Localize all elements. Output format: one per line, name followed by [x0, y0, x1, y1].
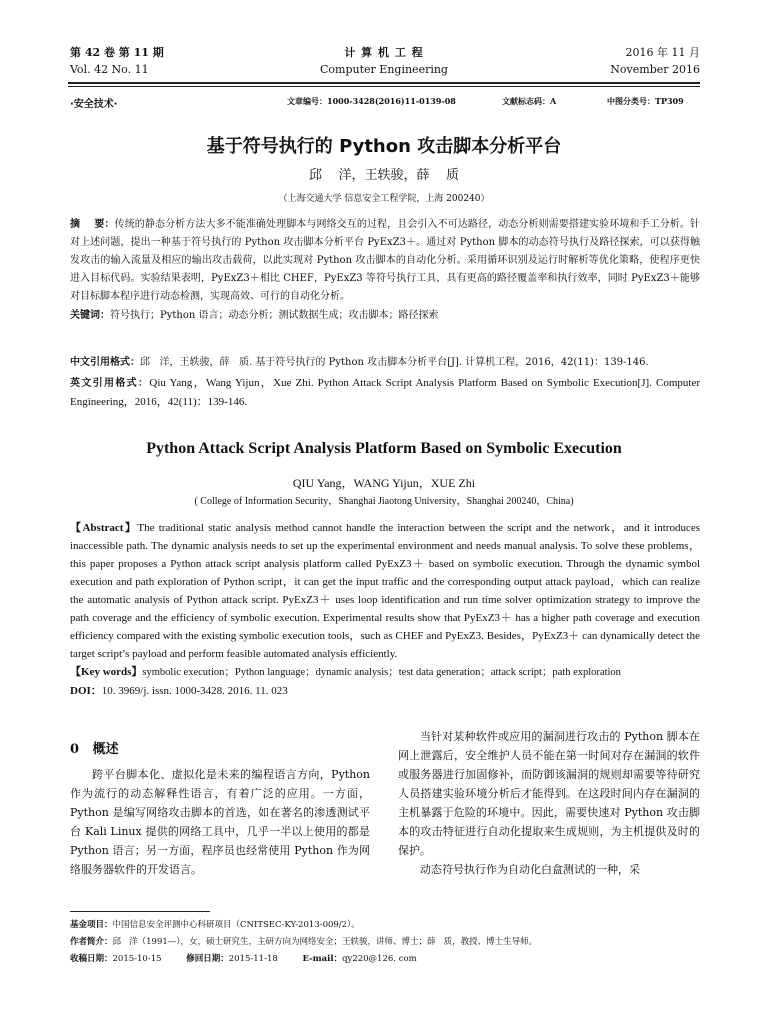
citation-cn: [70, 354, 700, 372]
header-volume-cn: 第 42 卷 第 11 期: [70, 46, 164, 59]
intro-paragraph-1: 跨平台脚本化、虚拟化是未来的编程语言方向，Python 作为流行的动态解释性语言，有着广泛的应用。一方面，Python 是编写网络攻击脚本的首选，如在著名的渗透测试平台 Kali Linux 提供的网络工具中，几乎一半以上使用的都是 Python 语言；另一方面，程序员也经常使用 Python 作为网络服务器软件的开发语言。: [70, 768, 370, 876]
header-journal-block: [284, 46, 484, 76]
doi-label: DOI：: [70, 685, 102, 697]
header-volume-block: [70, 46, 230, 76]
received-label: 收稿日期：: [70, 954, 113, 964]
fund-text: 中国信息安全评测中心科研项目（CNITSEC-KY-2013-009/2）。: [112, 920, 360, 930]
intro-paragraph-3: 动态符号执行作为自动化白盒测试的一种，采: [420, 863, 640, 876]
abstract-cn: [70, 216, 700, 306]
footnote-block: [70, 917, 710, 968]
abstract-en-label: 【Abstract】: [70, 522, 138, 534]
left-column: [70, 765, 370, 879]
abstract-en-text: The traditional static analysis method cannot handle the interaction between the script and the network，and it introduces inaccessible path. The dynamic analysis needs to set up the experimental environment and needs manual analysis. To solve these problems，this paper proposes a Python attack script analysis platform called PyExZ3＋ based on symbolic execution. Through the dynamic symbol execution and path exploration of Python script，it can get the input traffic and the corresponding output attack payload，which can realize the automatic analysis of Python attack script. PyExZ3＋ uses loop identification and run time solver optimization strategy to improve the path coverage and the efficiency of symbolic execution. Experimental results show that PyExZ3＋ has a higher path coverage and execution efficiency compared with the existing symbolic execution tools，such as CHEF and PyExZ3. Besides，PyExZ3＋ can dynamically detect the target script’s payload and perform feasible automated analysis efficiently.: [70, 522, 700, 660]
fund-label: 基金项目：: [70, 920, 113, 930]
section-tag: ·安全技术·: [70, 99, 118, 110]
classification-number: 中图分类号：TP309: [607, 96, 684, 106]
article-number: 文章编号：1000-3428(2016)11-0139-08: [287, 96, 456, 106]
footnote-author: [70, 934, 710, 951]
section-0-heading: 0 概述: [70, 742, 119, 757]
citation-cn-text: 邱 洋，王轶骏，薛 质. 基于符号执行的 Python 攻击脚本分析平台[J]. 计算机工程，2016，42(11)：139-146.: [140, 357, 649, 368]
affiliation-cn: （上海交通大学 信息安全工程学院，上海 200240）: [278, 194, 490, 204]
revised-label: 修回日期：: [186, 954, 229, 964]
keywords-cn-text: 符号执行；Python 语言；动态分析；测试数据生成；攻击脚本；路径探索: [110, 310, 439, 321]
header-volume-en: Vol. 42 No. 11: [70, 63, 149, 76]
affiliation-en: ( College of Information Security，Shanghai Jiaotong University，Shanghai 200240，China): [194, 496, 574, 507]
citation-en-text: Qiu Yang，Wang Yijun，Xue Zhi. Python Attack Script Analysis Platform Based on Symbolic Execution[J]. Computer Engineering，2016，42(11)：139-146.: [70, 377, 701, 408]
author-bio-label: 作者简介：: [70, 937, 113, 947]
keywords-en-text: symbolic execution；Python language；dynamic analysis；test data generation；attack script；path exploration: [142, 667, 621, 678]
keywords-en-label: 【Key words】: [70, 666, 143, 678]
keywords-en: [70, 663, 700, 682]
citation-en-label: 英文引用格式：: [70, 378, 150, 389]
abstract-en-block: [70, 519, 700, 700]
received-date: 2015-10-15: [112, 954, 162, 964]
header-date-cn: 2016 年 11 月: [625, 46, 700, 59]
document-code: 文献标志码：A: [502, 96, 557, 106]
email-label: E-mail：: [302, 954, 343, 964]
doi-text: 10. 3969/j. issn. 1000-3428. 2016. 11. 023: [101, 685, 288, 697]
intro-paragraph-2: 当针对某种软件或应用的漏洞进行攻击的 Python 脚本在网上泄露后，安全维护人员不能在第一时间对存在漏洞的软件或服务器进行加固修补，而防御该漏洞的规则却需要等待研究人员搭建实验环境分析后才能得到。在这段时间内存在漏洞的主机暴露于危险的环境中。因此，需要快速对 Python 攻击脚本的攻击特征进行自动化提取来生成规则，为主机提供及时的保护。: [398, 730, 700, 857]
right-column: [398, 727, 700, 879]
abstract-cn-text: 传统的静态分析方法大多不能准确处理脚本与网络交互的过程，且会引入不可达路径，动态分析则需要搭建实验环境和手工分析。针对上述问题，提出一种基于符号执行的 Python 攻击脚本分析平台 PyExZ3＋。通过对 Python 脚本的动态符号执行及路径探索，可以获得触发攻击的输入流量及相应的输出攻击载荷，以此实现对 Python 攻击脚本的自动化分析。采用循环识别及运行时解析等优化策略，使程序更快进入目标代码。实验结果表明，PyExZ3＋相比 CHEF，PyExZ3 等符号执行工具，具有更高的路径覆盖率和执行效率，同时 PyExZ3＋能够对目标脚本程序进行动态检测，实现高效、可行的自动化分析。: [70, 219, 700, 302]
abstract-cn-block: [70, 216, 700, 325]
header-rule-thick: [68, 82, 700, 84]
abstract-cn-label: 摘 要：: [70, 219, 115, 230]
authors-en: QIU Yang，WANG Yijun，XUE Zhi: [292, 476, 476, 490]
footnote-rule: [70, 911, 210, 912]
title-en: Python Attack Script Analysis Platform Based on Symbolic Execution: [146, 440, 622, 457]
keywords-cn: [70, 307, 700, 325]
abstract-en: [70, 519, 700, 663]
header-date-block: [540, 46, 700, 76]
header-journal-cn: 计 算 机 工 程: [344, 46, 424, 59]
footnote-dates: [70, 951, 710, 968]
citation-cn-label: 中文引用格式：: [70, 357, 140, 368]
footnote-fund: [70, 917, 710, 934]
author-bio-text: 邱 洋（1991—），女，硕士研究生，主研方向为网络安全；王轶骏，讲师、博士；薛 质，教授、博士生导师。: [112, 937, 538, 947]
header-journal-en: Computer Engineering: [320, 63, 448, 76]
doi-line: [70, 682, 700, 700]
header-date-en: November 2016: [610, 63, 700, 76]
title-cn: 基于符号执行的 Python 攻击脚本分析平台: [206, 136, 562, 157]
email-address: qy220@126. com: [342, 954, 417, 964]
citation-block: [70, 354, 700, 412]
authors-cn: 邱 洋，王轶骏，薛 质: [308, 168, 460, 183]
header-rule-thin: [68, 86, 700, 87]
keywords-cn-label: 关键词：: [70, 310, 110, 321]
citation-en: [70, 374, 700, 412]
revised-date: 2015-11-18: [228, 954, 278, 964]
